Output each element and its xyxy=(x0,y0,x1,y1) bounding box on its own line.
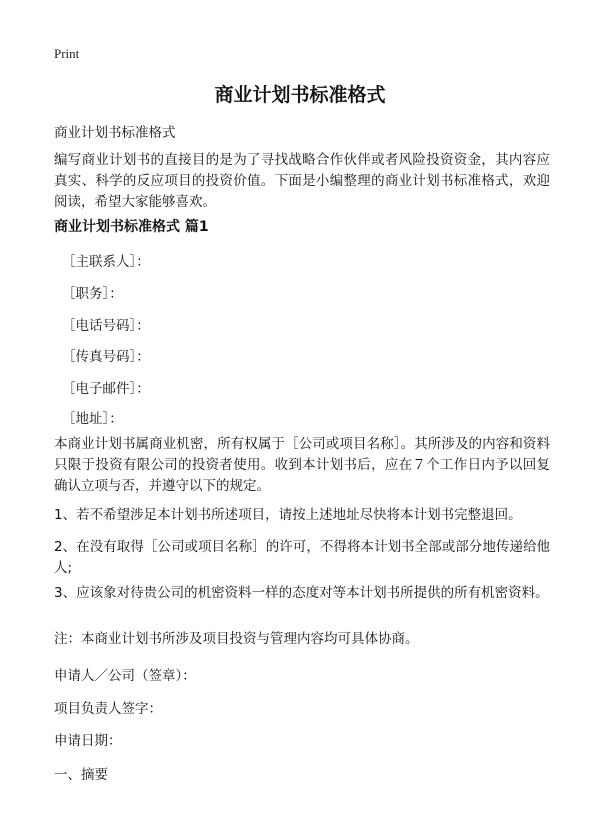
phone-field: ［电话号码］： xyxy=(62,318,150,334)
page-title: 商业计划书标准格式 xyxy=(214,84,386,106)
rule-item-1: 1、若不希望涉足本计划书所述项目，请按上述地址尽快将本计划书完整退回。 xyxy=(54,507,522,523)
contact-person-field: ［主联系人］： xyxy=(62,254,150,270)
document-subtitle: 商业计划书标准格式 xyxy=(54,125,176,141)
note-paragraph: 注：本商业计划书所涉及项目投资与管理内容均可具体协商。 xyxy=(54,631,419,647)
applicant-line: 申请人／公司（签章）： xyxy=(54,668,196,684)
fax-field: ［传真号码］： xyxy=(62,349,150,365)
abstract-heading: 一、摘要 xyxy=(54,767,108,783)
section-heading: 商业计划书标准格式 篇1 xyxy=(54,219,209,235)
leader-signature-line: 项目负责人签字： xyxy=(54,701,162,717)
print-link[interactable]: Print xyxy=(54,46,80,61)
apply-date-line: 申请日期： xyxy=(54,733,122,749)
email-field: ［电子邮件］： xyxy=(62,381,150,397)
address-field: ［地址］： xyxy=(62,411,123,427)
rule-item-2: 2、在没有取得［公司或项目名称］的许可，不得将本计划书全部或部分地传递给他人; xyxy=(54,539,550,576)
position-field: ［职务］： xyxy=(62,286,123,302)
confidentiality-paragraph: 本商业计划书属商业机密，所有权属于［公司或项目名称］。其所涉及的内容和资料只限于投资有限公司的投资者使用。收到本计划书后，应在７个工作日内予以回复确认立项与否，并遵守以下的规定。 xyxy=(54,436,550,494)
rule-item-3: 3、应该象对待贵公司的机密资料一样的态度对等本计划书所提供的所有机密资料。 xyxy=(54,585,549,601)
intro-paragraph: 编写商业计划书的直接目的是为了寻找战略合作伙伴或者风险投资资金，其内容应真实、科学的反应项目的投资价值。下面是小编整理的商业计划书标准格式，欢迎阅读，希望大家能够喜欢。 xyxy=(54,152,550,210)
